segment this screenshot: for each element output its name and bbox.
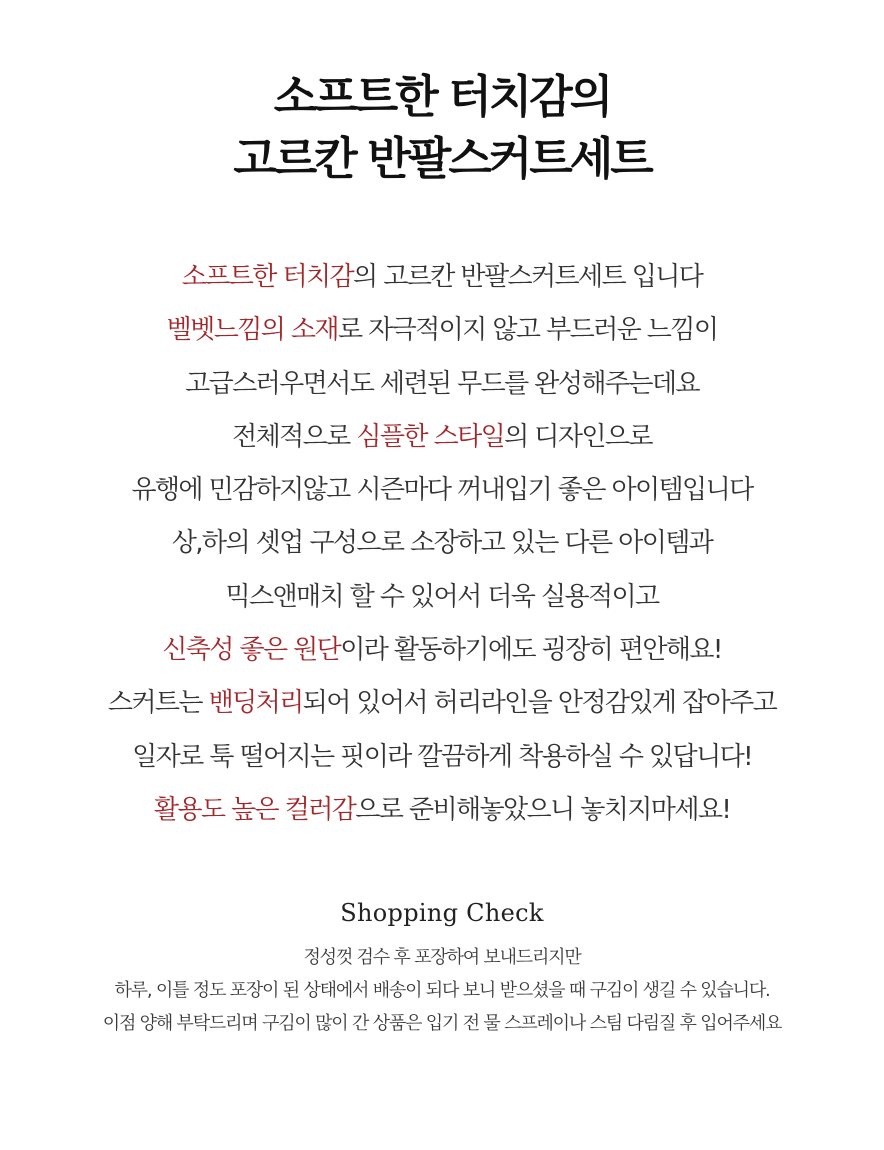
headline-line-1: 소프트한 터치감의 (273, 70, 611, 123)
shopping-check-title: Shopping Check (340, 899, 544, 927)
shopping-check-notes (0, 941, 884, 1040)
description-line (0, 358, 884, 411)
description-line (0, 304, 884, 357)
shopping-check-line: 하루, 이틀 정도 포장이 된 상태에서 배송이 되다 보니 받으셨을 때 구김이 생길 수 있습니다. (114, 980, 770, 1001)
description-text: 상,하의 셋업 구성으로 소장하고 있는 다른 아이템과 (171, 528, 713, 559)
product-description (0, 251, 884, 837)
description-line (0, 784, 884, 837)
description-highlight: 신축성 좋은 원단 (162, 635, 341, 666)
description-highlight: 소프트한 터치감 (181, 262, 354, 292)
description-text: 고급스러우면서도 세련된 무드를 완성해주는데요 (185, 368, 699, 399)
description-highlight: 심플한 스타일 (356, 421, 505, 452)
description-text: 이라 활동하기에도 굉장히 편안해요! (340, 635, 722, 666)
headline-line-2: 고르칸 반팔스커트세트 (233, 132, 651, 185)
description-highlight: 활용도 높은 컬러감 (153, 794, 356, 825)
description-text: 로 자극적이지 않고 부드러운 느낌이 (337, 315, 718, 346)
description-line (0, 464, 884, 517)
shopping-check-line: 정성껏 검수 후 포장하여 보내드리지만 (303, 947, 581, 968)
description-text: 유행에 민감하지않고 시즌마다 꺼내입기 좋은 아이템입니다 (131, 475, 753, 506)
description-highlight: 벨벳느낌의 소재 (166, 315, 338, 346)
description-line (0, 731, 884, 784)
description-line (0, 251, 884, 304)
description-line (0, 517, 884, 570)
description-text: 의 디자인으로 (504, 421, 652, 452)
description-line (0, 624, 884, 677)
description-text: 의 고르칸 반팔스커트세트 입니다 (353, 262, 703, 292)
shopping-check-line: 이점 양해 부탁드리며 구김이 많이 간 상품은 입기 전 물 스프레이나 스팀 다림질 후 입어주세요 (102, 1013, 782, 1034)
description-text: 되어 있어서 허리라인을 안정감있게 잡아주고 (302, 688, 777, 719)
description-highlight: 밴딩처리 (208, 688, 303, 719)
description-text: 믹스앤매치 할 수 있어서 더욱 실용적이고 (225, 581, 659, 612)
description-text: 으로 준비해놓았으니 놓치지마세요! (355, 794, 731, 825)
description-text: 전체적으로 (232, 421, 357, 452)
headline (0, 66, 884, 190)
description-line (0, 571, 884, 624)
description-text: 스커트는 (107, 688, 209, 719)
description-line (0, 411, 884, 464)
description-text: 일자로 툭 떨어지는 핏이라 깔끔하게 착용하실 수 있답니다! (132, 741, 752, 772)
description-line (0, 677, 884, 730)
